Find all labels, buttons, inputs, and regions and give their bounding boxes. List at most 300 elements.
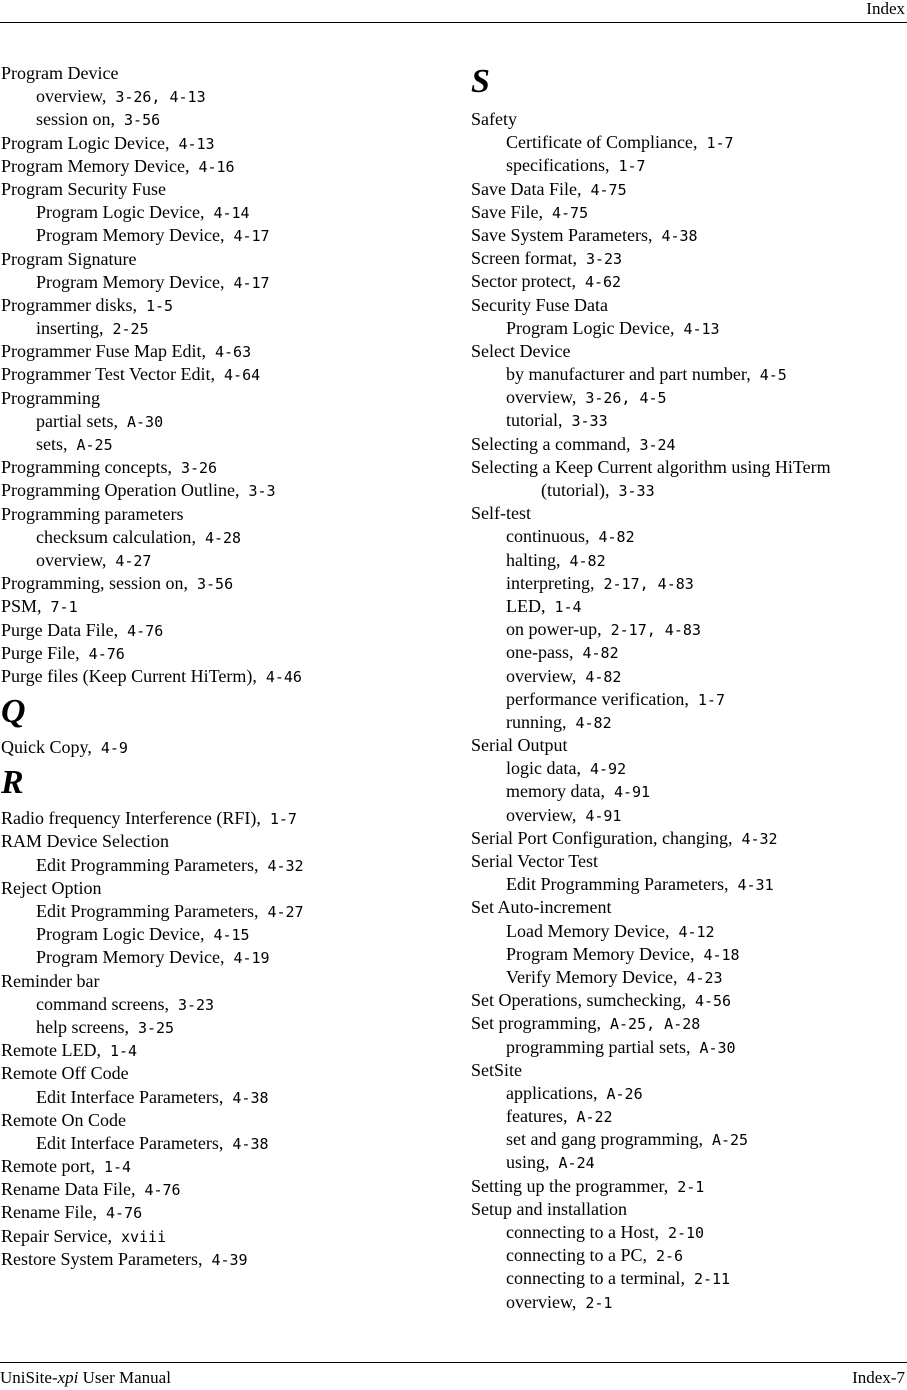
entry-term: performance verification [506, 688, 685, 709]
entry-separator: , [199, 924, 214, 945]
entry-separator: , [219, 271, 234, 292]
page-reference: 1-4 [103, 1158, 132, 1177]
page-reference: 4-75 [590, 180, 627, 199]
footer-product-prefix: UniSite- [0, 1368, 58, 1387]
index-entry [471, 1198, 907, 1221]
entry-term: overview [36, 86, 102, 107]
entry-term: connecting to a PC [506, 1245, 643, 1266]
entry-separator: , [197, 1248, 212, 1269]
entry-separator: , [101, 86, 116, 107]
entry-term: Programming [1, 387, 100, 408]
entry-term: session on [36, 109, 111, 130]
index-column-right [471, 62, 907, 1314]
entry-term: programming partial sets [506, 1036, 686, 1057]
index-entry [471, 270, 907, 293]
index-entry [1, 479, 451, 502]
entry-separator: , [604, 155, 619, 176]
entry-separator: , [541, 595, 555, 616]
page-reference: 4-62 [584, 273, 622, 292]
page-reference: 4-64 [224, 366, 261, 385]
entry-term: Edit Programming Parameters [36, 901, 254, 921]
entry-term: Purge File [1, 642, 76, 663]
entry-term: Purge Data File [1, 619, 114, 640]
entry-term: Restore System Parameters [1, 1248, 198, 1269]
index-subentry [1, 854, 451, 877]
page-reference: 4-46 [265, 667, 302, 686]
index-subentry [471, 780, 907, 803]
index-subentry [1, 1132, 451, 1155]
index-entry [1, 1248, 451, 1271]
index-entry [471, 456, 907, 502]
page-reference: 3-23 [585, 250, 623, 269]
index-entry [1, 830, 451, 853]
entry-separator: , [669, 317, 684, 338]
entry-term: SetSite [471, 1059, 523, 1080]
entry-separator: , [538, 201, 552, 222]
entry-separator: , [698, 1129, 712, 1150]
entry-term: specifications [506, 155, 605, 176]
index-entry [471, 247, 907, 270]
entry-separator: , [664, 920, 679, 941]
page-reference: A-25 [711, 1131, 749, 1150]
index-subentry [471, 131, 907, 154]
entry-term: Set programming [471, 1013, 597, 1034]
entry-separator: , [596, 1013, 610, 1034]
entry-term-continuation: (tutorial) [541, 480, 605, 501]
section-letter: R [1, 764, 24, 802]
index-subentry [471, 154, 907, 177]
index-entry [471, 502, 907, 525]
page-reference: 4-15 [213, 926, 250, 945]
entry-separator: , [87, 737, 101, 758]
page-reference: 7-1 [50, 598, 78, 617]
index-entry [1, 178, 451, 201]
page-reference: 3-26, 4-5 [585, 389, 667, 408]
entry-term: by manufacturer and part number [506, 364, 747, 385]
entry-separator: , [199, 202, 214, 223]
page-reference: 1-7 [618, 157, 646, 176]
entry-term: Set Auto-increment [471, 897, 612, 918]
entry-separator: , [571, 271, 585, 292]
index-entry [1, 387, 451, 410]
entry-separator: , [746, 364, 760, 385]
index-entry [1, 970, 451, 993]
entry-separator: , [689, 943, 704, 964]
entry-term: Set Operations, sumchecking [471, 990, 682, 1011]
entry-separator: , [556, 549, 570, 570]
index-subentry [471, 317, 907, 340]
entry-separator: , [568, 642, 583, 663]
entry-term: PSM [1, 596, 38, 617]
index-subentry [471, 804, 907, 827]
entry-separator: , [219, 947, 234, 968]
entry-term: Selecting a Keep Current algorithm using HiTerm [471, 456, 831, 477]
entry-separator: , [680, 1268, 694, 1289]
index-subentry [1, 317, 451, 340]
page-reference: A-24 [558, 1154, 595, 1173]
entry-term: command screens [36, 993, 165, 1014]
page-reference: 1-7 [706, 134, 734, 153]
page-reference: 4-82 [598, 528, 635, 547]
page-reference: 4-17 [233, 273, 270, 292]
entry-term: Certificate of Compliance [506, 132, 693, 153]
entry-separator: , [75, 642, 89, 663]
entry-term: Programmer disks [1, 294, 133, 315]
entry-separator: , [210, 364, 225, 385]
entry-separator: , [572, 248, 586, 269]
index-subentry [471, 363, 907, 386]
page-reference: 4-32 [267, 856, 304, 875]
entry-term: Reject Option [1, 877, 102, 898]
page-reference: 4-13 [178, 134, 215, 153]
index-subentry [471, 1244, 907, 1267]
index-subentry [471, 943, 907, 966]
page-reference: 4-12 [678, 922, 715, 941]
page-reference: 4-27 [115, 551, 152, 570]
index-subentry [471, 1267, 907, 1290]
page-reference: 4-38 [232, 1134, 269, 1153]
entry-term: connecting to a Host [506, 1222, 655, 1243]
entry-term: Programming Operation Outline [1, 480, 235, 501]
index-subentry [471, 1082, 907, 1105]
entry-separator: , [218, 1132, 233, 1153]
page-reference: 4-75 [552, 203, 589, 222]
entry-separator: , [571, 665, 586, 686]
entry-term: Save File [471, 201, 539, 222]
entry-term: memory data [506, 781, 601, 802]
index-subentry [1, 993, 451, 1016]
page-reference: 2-10 [667, 1224, 705, 1243]
index-subentry [471, 618, 907, 641]
index-entry [1, 363, 451, 386]
entry-term: connecting to a terminal [506, 1268, 681, 1289]
index-entry [1, 619, 451, 642]
entry-separator: , [124, 1016, 138, 1037]
entry-separator: , [101, 549, 116, 570]
entry-separator: , [545, 1152, 559, 1173]
page-reference: 4-23 [686, 968, 723, 987]
footer-product-italic: xpi [57, 1368, 79, 1387]
page-reference: 4-9 [100, 739, 128, 758]
entry-separator: , [625, 433, 640, 454]
entry-term: Sector protect [471, 271, 572, 292]
entry-separator: , [253, 901, 268, 921]
page-reference: 2-1 [585, 1293, 613, 1312]
entry-term: Repair Service [1, 1225, 108, 1246]
page-reference: 4-27 [267, 903, 304, 921]
page-reference: 1-5 [145, 296, 174, 315]
entry-separator: , [253, 854, 268, 875]
page-reference: A-25 [76, 436, 113, 454]
entry-term: logic data [506, 758, 577, 779]
page-header [0, 0, 907, 23]
entry-separator: , [63, 434, 77, 454]
entry-term: Serial Port Configuration, changing [471, 827, 728, 848]
entry-term: Program Memory Device [506, 943, 690, 964]
page-reference: 4-19 [233, 949, 270, 968]
index-entry [1, 456, 451, 479]
index-subentry [471, 549, 907, 572]
entry-separator: , [201, 341, 215, 362]
entry-term: Programmer Test Vector Edit [1, 364, 211, 385]
entry-term: sets [36, 434, 63, 454]
page-reference: A-30 [126, 412, 164, 431]
index-subentry [1, 85, 451, 108]
page-reference: 4-38 [661, 226, 698, 245]
index-entry [1, 1178, 451, 1201]
index-subentry [1, 201, 451, 224]
entry-separator: , [113, 410, 127, 431]
entry-separator: , [571, 804, 586, 825]
entry-term: Rename File [1, 1202, 93, 1223]
page-reference: 3-33 [618, 482, 655, 501]
page-reference: 3-23 [177, 995, 215, 1014]
index-subentry [1, 549, 451, 572]
index-entry [1, 595, 451, 618]
entry-separator: , [164, 132, 179, 153]
page-reference: 3-26, 4-13 [115, 88, 206, 107]
page-reference: 4-39 [211, 1250, 248, 1269]
entry-separator: , [37, 596, 51, 617]
page-reference: 3-26 [180, 459, 218, 478]
index-entry [1, 155, 451, 178]
index-entry [471, 989, 907, 1012]
page-reference: 4-13 [683, 319, 720, 338]
index-subentry [1, 900, 451, 923]
entry-separator: , [92, 1202, 106, 1223]
index-entry [471, 1175, 907, 1198]
page-reference: 4-18 [703, 945, 740, 964]
page-reference: 4-76 [105, 1204, 143, 1223]
entry-separator: , [600, 781, 614, 802]
index-entry [1, 1201, 451, 1224]
entry-separator: , [234, 480, 249, 501]
entry-separator: , [96, 1040, 110, 1061]
page-reference: 4-76 [144, 1181, 181, 1200]
entry-term: Security Fuse Data [471, 294, 608, 315]
entry-term: Program Logic Device [36, 202, 200, 223]
page-reference: 4-63 [214, 343, 252, 362]
index-subentry [471, 920, 907, 943]
entry-separator: , [113, 619, 128, 640]
index-entry [471, 827, 907, 850]
entry-term: Edit Programming Parameters [506, 874, 724, 895]
entry-separator: , [727, 827, 742, 848]
index-subentry [471, 1128, 907, 1151]
index-entry [1, 248, 451, 271]
index-entry [471, 1059, 907, 1082]
index-subentry [471, 1036, 907, 1059]
page-reference: 4-56 [694, 992, 732, 1011]
entry-term: Programmer Fuse Map Edit [1, 341, 202, 362]
entry-separator: , [218, 1086, 233, 1107]
entry-term: features [506, 1106, 563, 1127]
entry-term: Radio frequency Interference (RFI) [1, 808, 257, 829]
entry-term: Setup and installation [471, 1198, 627, 1219]
page-reference: 3-25 [137, 1018, 175, 1037]
entry-term: using [506, 1152, 546, 1173]
entry-term: checksum calculation [36, 526, 192, 547]
page-reference: A-22 [576, 1108, 613, 1127]
index-entry [1, 572, 451, 595]
entry-separator: , [99, 318, 113, 339]
entry-term: RAM Device Selection [1, 831, 169, 852]
page-reference: 3-56 [124, 111, 161, 130]
index-entry [471, 850, 907, 873]
entry-separator: , [684, 688, 698, 709]
index-entry [1, 62, 451, 85]
page-reference: 3-56 [197, 575, 234, 594]
index-entry [471, 1012, 907, 1035]
index-subentry [471, 711, 907, 734]
entry-term: Select Device [471, 340, 571, 361]
entry-separator: , [167, 457, 181, 478]
page-reference: A-26 [606, 1084, 643, 1103]
entry-term: Serial Vector Test [471, 851, 599, 872]
entry-term: Program Security Fuse [1, 178, 166, 199]
index-entry [1, 1109, 451, 1132]
page-reference: 4-82 [582, 644, 619, 663]
page-reference: 2-17, 4-83 [603, 574, 694, 593]
page-reference: 4-5 [759, 366, 787, 385]
entry-term: set and gang programming [506, 1129, 699, 1150]
entry-term: one-pass [506, 642, 569, 663]
entry-term: Programming concepts [1, 457, 168, 478]
entry-separator: , [589, 572, 604, 593]
entry-separator: , [107, 1225, 121, 1246]
entry-term: Setting up the programmer [471, 1175, 664, 1196]
index-subentry [471, 641, 907, 664]
index-entry [1, 132, 451, 155]
entry-term: Save System Parameters [471, 224, 648, 245]
index-entry [1, 1062, 451, 1085]
page-reference: 2-17, 4-83 [610, 621, 701, 640]
index-subentry [471, 1291, 907, 1314]
entry-term: Program Memory Device [36, 947, 220, 968]
page-reference: 4-76 [127, 621, 164, 640]
page-reference: 1-7 [697, 690, 725, 709]
page-reference: 4-16 [198, 157, 235, 176]
entry-separator: , [571, 1291, 586, 1312]
entry-term: Program Memory Device [1, 155, 185, 176]
section-letter: Q [1, 693, 26, 731]
page-reference: xviii [120, 1227, 167, 1246]
index-subentry [471, 386, 907, 409]
entry-term: overview [506, 665, 572, 686]
entry-separator: , [685, 1036, 700, 1057]
page-reference: 3-33 [571, 412, 608, 431]
page-reference: 1-4 [109, 1042, 138, 1061]
page-reference: 4-31 [737, 876, 774, 895]
entry-term: interpreting [506, 572, 590, 593]
index-entry [1, 877, 451, 900]
index-subentry [471, 873, 907, 896]
page-reference: 3-24 [639, 435, 676, 454]
page-reference: 4-28 [204, 528, 242, 547]
page-reference: 2-11 [693, 1270, 731, 1289]
index-entry [1, 294, 451, 317]
entry-term: overview [506, 1291, 572, 1312]
index-entry [1, 340, 451, 363]
index-subentry [471, 1105, 907, 1128]
entry-term: applications [506, 1082, 593, 1103]
entry-separator: , [592, 1082, 607, 1103]
entry-term: help screens [36, 1016, 125, 1037]
index-subentry [471, 1221, 907, 1244]
entry-term: Safety [471, 109, 517, 129]
page-reference: 4-32 [741, 829, 778, 848]
index-subentry [1, 946, 451, 969]
index-entry [1, 1225, 451, 1248]
entry-separator: , [252, 665, 266, 686]
index-subentry [471, 595, 907, 618]
entry-term: Program Signature [1, 248, 137, 269]
index-entry [471, 433, 907, 456]
entry-continuation [471, 479, 907, 503]
index-entry [471, 178, 907, 201]
entry-separator: , [184, 155, 199, 176]
section-letter: S [471, 63, 490, 100]
page-reference: 4-91 [585, 806, 622, 825]
entry-separator: , [681, 990, 695, 1011]
entry-term: overview [506, 387, 572, 408]
index-subentry [471, 1151, 907, 1174]
entry-separator: , [576, 178, 591, 199]
header-title: Index [866, 0, 905, 18]
page-reference: 4-38 [232, 1088, 269, 1107]
index-entry [471, 108, 907, 131]
footer-product-suffix: User Manual [78, 1368, 171, 1387]
footer-page-number: Index-7 [852, 1368, 905, 1387]
index-subentry [1, 526, 451, 549]
entry-term: Program Memory Device [36, 271, 220, 292]
index-subentry [1, 410, 451, 433]
index-entry [1, 1155, 451, 1178]
entry-term: Serial Output [471, 735, 568, 756]
entry-separator: , [585, 526, 599, 547]
entry-separator: , [562, 711, 576, 732]
index-entry [471, 734, 907, 757]
footer-manual-title [0, 1368, 171, 1388]
index-entry [1, 807, 451, 830]
index-subentry [1, 433, 451, 456]
page-reference: 4-76 [88, 644, 125, 663]
index-entry [471, 201, 907, 224]
entry-separator: , [571, 387, 586, 408]
entry-separator: , [164, 993, 178, 1014]
entry-term: on power-up [506, 619, 598, 640]
entry-term: running [506, 711, 562, 732]
entry-term: Programming parameters [1, 503, 184, 524]
entry-separator: , [576, 758, 590, 779]
index-subentry [471, 409, 907, 432]
index-subentry [471, 966, 907, 989]
entry-separator: , [132, 294, 146, 315]
entry-separator: , [672, 966, 687, 987]
entry-term: Remote LED [1, 1040, 97, 1061]
entry-term: Load Memory Device [506, 920, 665, 941]
index-entry [471, 340, 907, 363]
entry-separator: , [130, 1179, 145, 1200]
entry-term: Save Data File [471, 178, 577, 199]
page-reference: 4-82 [585, 667, 622, 686]
entry-separator: , [642, 1245, 656, 1266]
entry-term: Program Logic Device [1, 132, 165, 153]
entry-term: Program Logic Device [36, 924, 200, 945]
index-subentry [1, 1016, 451, 1039]
entry-term: tutorial [506, 410, 558, 431]
index-entry [471, 224, 907, 247]
